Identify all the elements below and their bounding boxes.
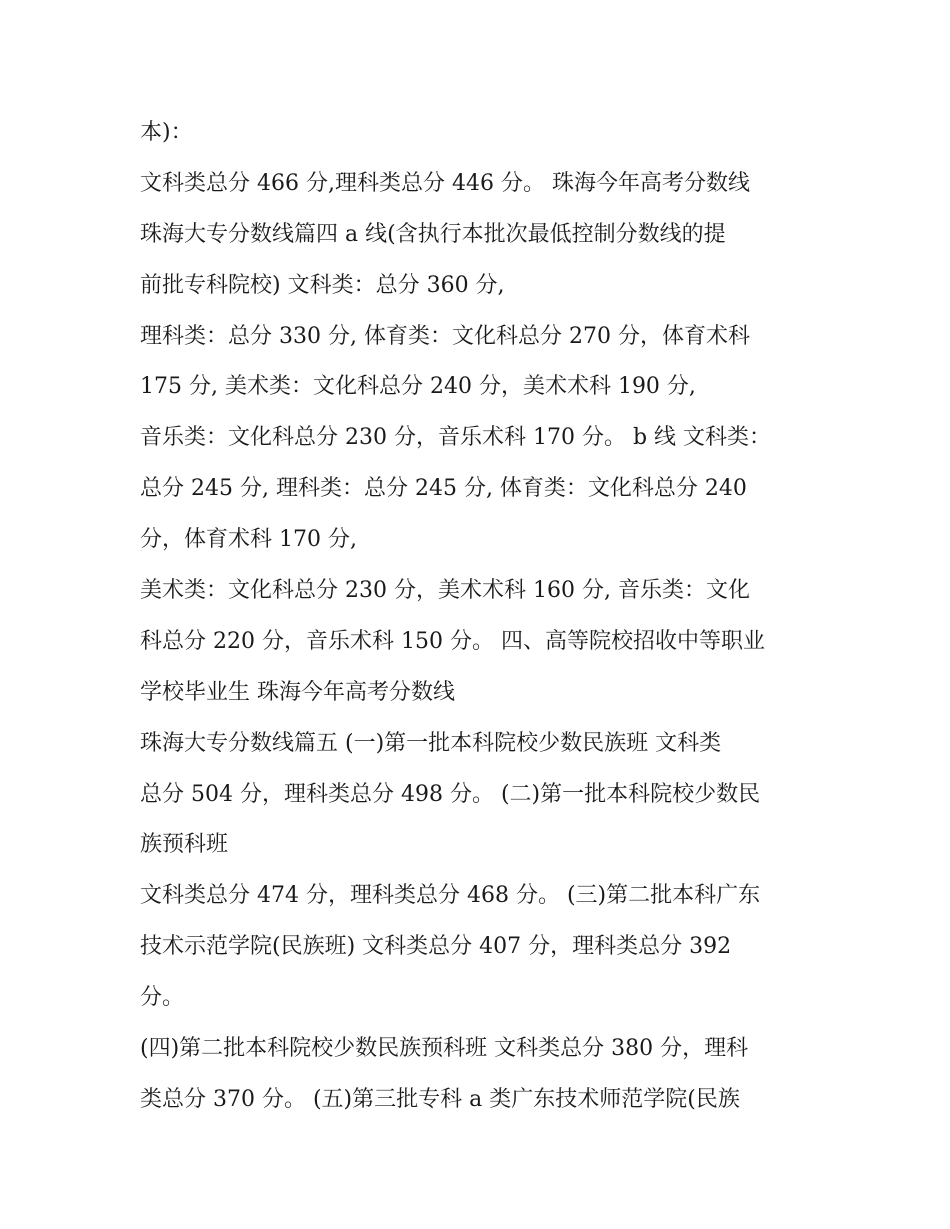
text-line: 族预科班 <box>140 832 229 858</box>
text-line: 分。 <box>140 985 185 1011</box>
text-line: 前批专科院校) 文科类：总分 360 分, <box>140 272 505 298</box>
text-line: 总分 245 分, 理科类：总分 245 分, 体育类：文化科总分 240 <box>140 476 747 502</box>
text-line: 总分 504 分，理科类总分 498 分。 (二)第一批本科院校少数民 <box>140 781 761 807</box>
text-line: 本)： <box>140 120 193 145</box>
text-line: 175 分, 美术类：文化科总分 240 分，美术术科 190 分, <box>140 374 696 400</box>
text-line: 技术示范学院(民族班) 文科类总分 407 分，理科类总分 392 <box>140 934 732 960</box>
text-line: 分，体育术科 170 分, <box>140 527 357 553</box>
text-line: 理科类：总分 330 分, 体育类：文化科总分 270 分，体育术科 <box>140 323 750 349</box>
text-line: 文科类总分 474 分，理科类总分 468 分。 (三)第二批本科广东 <box>140 883 761 909</box>
text-line: (四)第二批本科院校少数民族预科班 文科类总分 380 分，理科 <box>140 1036 749 1062</box>
text-line: 科总分 220 分，音乐术科 150 分。 四、高等院校招收中等职业 <box>140 628 765 654</box>
text-line: 学校毕业生 珠海今年高考分数线 <box>140 679 455 705</box>
document-body <box>140 108 820 1126</box>
text-line: 美术类：文化科总分 230 分，美术术科 160 分, 音乐类：文化 <box>140 578 750 604</box>
text-line: 类总分 370 分。 (五)第三批专科 a 类广东技术师范学院(民族 <box>140 1086 740 1112</box>
text-line: 珠海大专分数线篇四 a 线(含执行本批次最低控制分数线的提 <box>140 221 726 247</box>
text-line: 音乐类：文化科总分 230 分，音乐术科 170 分。 b 线 文科类： <box>140 425 772 451</box>
text-line: 珠海大专分数线篇五 (一)第一批本科院校少数民族班 文科类 <box>140 730 722 756</box>
text-line: 文科类总分 466 分,理科类总分 446 分。 珠海今年高考分数线 <box>140 170 750 196</box>
